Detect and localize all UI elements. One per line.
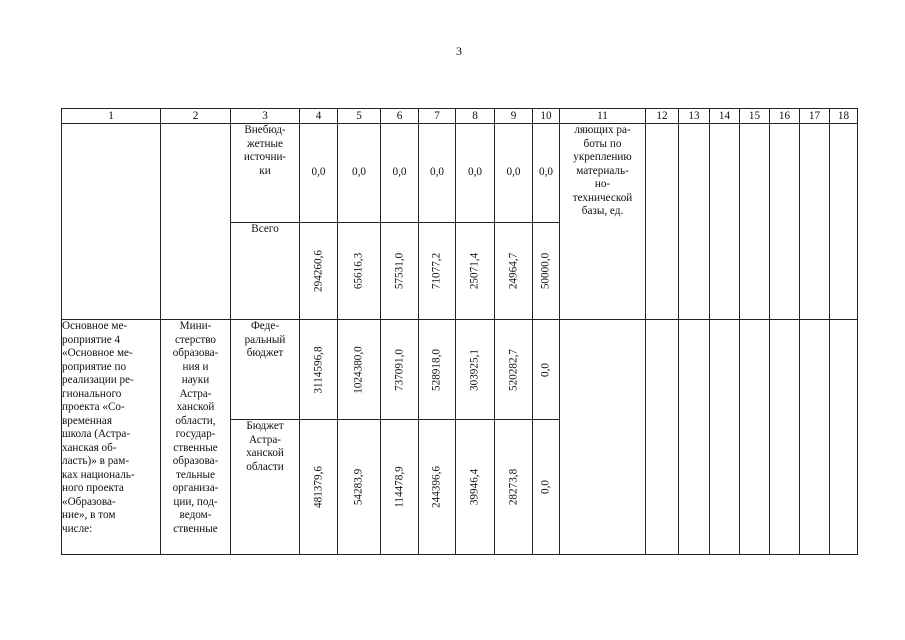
text-line: Астра- [248,433,282,446]
value-cell [381,320,419,420]
empty-cell [646,124,679,320]
event-cell-empty [62,124,161,320]
value-cell [381,420,419,555]
page-number: 3 [456,44,462,58]
text-line: ственные [173,522,218,535]
text-line: ласть)» в рам- [62,455,130,467]
value-cell: 0,0 [338,124,381,223]
table-row [62,320,858,420]
executor-cell [161,320,231,555]
value-cell [456,223,495,320]
table-row [62,124,858,223]
funding-source-cell [231,420,300,555]
text-line: но- [594,178,611,190]
value-cell [338,223,381,320]
funding-source-cell [231,124,300,223]
column-header: 17 [800,109,830,124]
empty-cell [710,124,740,320]
indicator-cell [560,124,646,320]
text-line: ханской [176,401,215,413]
column-header: 5 [338,109,381,124]
value-text: 114478,9 [392,466,405,508]
value-text: 3114596,8 [311,345,324,394]
text-line: ние», в том [62,509,116,521]
column-header: 18 [830,109,858,124]
value-cell [300,223,338,320]
text-line: школа (Астра- [62,428,131,440]
empty-cell [830,124,858,320]
empty-cell [800,320,830,555]
text-line: образова- [172,347,219,359]
funding-source-cell [231,223,300,320]
value-cell [533,320,560,420]
value-text: 39946,4 [468,468,481,506]
value-cell: 0,0 [495,124,533,223]
value-cell [419,320,456,420]
value-cell: 0,0 [456,124,495,223]
value-text: 737091,0 [392,348,405,391]
text-line: ственные [173,441,218,454]
value-cell [456,420,495,555]
text-line: ханской [246,447,284,459]
value-text: 0,0 [539,480,552,494]
value-cell [456,320,495,420]
funding-source-cell [231,320,300,420]
text-line: тельные [175,468,215,481]
value-text: 520282,7 [506,348,519,391]
value-text: 50000,0 [539,252,552,290]
text-line: ляющих ра- [574,124,631,136]
column-header: 15 [740,109,770,124]
text-line: технической [572,191,633,204]
budget-table [61,108,858,555]
text-line: реализации ре- [62,374,134,386]
text-line: жетные [247,137,283,150]
text-line: числе: [62,522,93,535]
column-header: 7 [419,109,456,124]
empty-cell [679,320,710,555]
value-text: 294260,6 [311,250,324,292]
text-line: материаль- [576,164,629,177]
column-header: 10 [533,109,560,124]
text-line: науки [181,374,210,386]
text-line: гионального [62,387,122,400]
text-line: образова- [172,455,219,467]
text-line: области [246,460,284,473]
value-cell [300,320,338,420]
text-line: ки [259,164,271,177]
value-text: 54283,9 [352,468,365,506]
text-line: боты по [583,137,622,150]
value-cell [495,223,533,320]
text-line: Астра- [179,387,212,400]
value-text: 65616,3 [352,252,365,290]
column-header: 1 [62,109,161,124]
executor-cell-empty [161,124,231,320]
value-cell [533,223,560,320]
empty-cell [740,320,770,555]
indicator-cell-empty [560,320,646,555]
value-cell: 0,0 [533,124,560,223]
value-cell [338,320,381,420]
text-line: роприятие 4 [62,333,121,346]
value-text: 244396,6 [430,466,443,508]
column-header: 13 [679,109,710,124]
value-cell [300,420,338,555]
empty-cell [830,320,858,555]
value-cell [419,223,456,320]
text-line: ния и [182,360,209,373]
value-text: 481379,6 [311,466,324,508]
value-text: 57531,0 [392,252,405,290]
value-cell [495,420,533,555]
text-line: роприятие по [62,360,127,373]
value-cell [533,420,560,555]
text-line: ции, под- [173,495,218,508]
text-line: базы, ед. [581,205,624,217]
column-header: 12 [646,109,679,124]
text-line: Мини- [179,320,212,332]
value-cell [338,420,381,555]
text-line: «Образова- [62,495,116,508]
text-line: области, [175,414,216,427]
column-header: 16 [770,109,800,124]
value-text: 1024380,0 [352,345,365,394]
text-line: ральный [244,333,286,346]
value-text: 528918,0 [430,348,443,391]
event-description-cell [62,320,161,555]
empty-cell [740,124,770,320]
column-header: 8 [456,109,495,124]
text-line: укреплению [573,151,632,163]
text-line: проекта «Со- [62,401,125,413]
value-text: 25071,4 [468,252,481,290]
value-text: 24964,7 [506,252,519,290]
value-cell [495,320,533,420]
value-cell: 0,0 [381,124,419,223]
text-line: Феде- [250,320,280,332]
empty-cell [770,124,800,320]
value-text: 71077,2 [430,252,443,290]
column-header: 6 [381,109,419,124]
empty-cell [710,320,740,555]
value-cell: 0,0 [300,124,338,223]
text-line: Всего [251,223,279,235]
text-line: источни- [243,151,287,163]
empty-cell [646,320,679,555]
text-line: Бюджет [246,420,284,432]
empty-cell [679,124,710,320]
column-header: 2 [161,109,231,124]
column-header: 14 [710,109,740,124]
column-header: 4 [300,109,338,124]
value-cell [419,420,456,555]
value-cell [381,223,419,320]
text-line: ках националь- [62,468,135,481]
empty-cell [800,124,830,320]
value-text: 0,0 [539,362,552,377]
text-line: ведом- [179,509,212,521]
value-text: 303925,1 [468,348,481,391]
text-line: ханская об- [62,441,117,454]
text-line: временная [62,414,112,427]
column-header: 9 [495,109,533,124]
text-line: Основное ме- [62,320,128,332]
column-header: 11 [560,109,646,124]
value-text: 28273,8 [506,468,519,506]
text-line: стерство [174,333,217,346]
column-header: 3 [231,109,300,124]
text-line: «Основное ме- [62,347,133,359]
empty-cell [770,320,800,555]
text-line: государ- [175,428,216,440]
text-line: организа- [172,482,219,494]
text-line: Внебюд- [244,124,286,136]
text-line: бюджет [246,347,284,359]
column-header-row [62,109,858,124]
value-cell: 0,0 [419,124,456,223]
text-line: ного проекта [62,482,124,494]
